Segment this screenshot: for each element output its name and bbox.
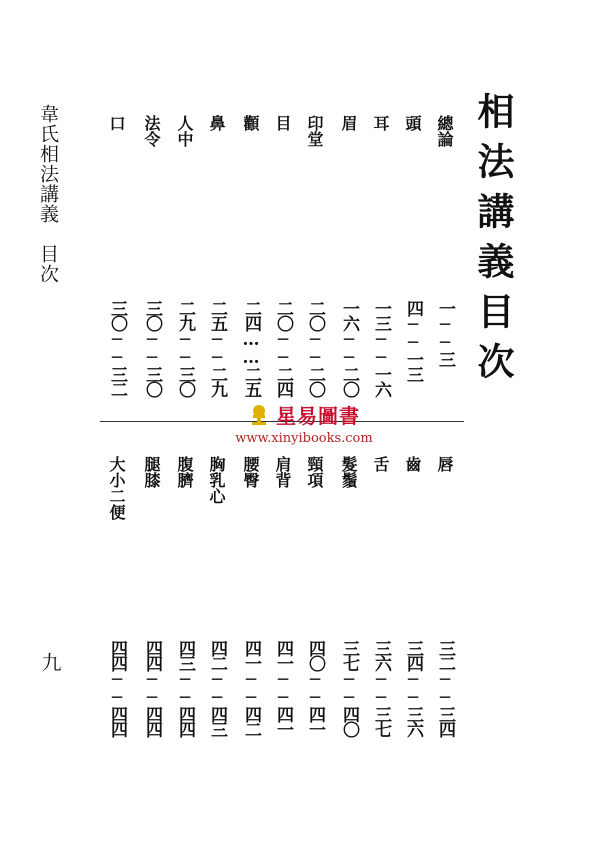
- toc-page-range: 四三──四四: [175, 640, 195, 736]
- toc-page-range: 一三──一六: [371, 300, 391, 396]
- toc-entry: 目: [273, 115, 292, 131]
- running-header: 韋氏相法講義 目次: [37, 104, 59, 284]
- toc-page-range: 二九──三〇: [175, 300, 195, 396]
- toc-entry: 頭: [403, 115, 422, 131]
- toc-page-range: 二五──二九: [207, 300, 227, 396]
- toc-entry: 顴: [241, 115, 260, 131]
- toc-page-range: 四──一三: [403, 300, 423, 381]
- toc-entry: 印堂: [305, 115, 324, 147]
- toc-page-range: 三四──三六: [403, 640, 423, 736]
- toc-entry: 唇: [435, 456, 454, 472]
- toc-entry: 總論: [435, 115, 454, 147]
- toc-page-range: 二〇──二四: [273, 300, 293, 396]
- toc-page-range: 三七──四〇: [339, 640, 359, 736]
- toc-entry: 頸項: [305, 456, 324, 488]
- toc-entry: 腰臀: [241, 456, 260, 488]
- toc-entry: 髮鬚: [339, 456, 358, 488]
- toc-page-range: 一六──二〇: [339, 300, 359, 396]
- toc-entry: 口: [107, 115, 126, 131]
- watermark-logo-icon: [248, 404, 270, 426]
- toc-page-range: 四四──四四: [107, 640, 127, 736]
- toc-page-range: 四一──四一: [273, 640, 293, 736]
- toc-page-range: 三〇──三〇: [142, 300, 162, 396]
- toc-entry: 人中: [175, 115, 194, 147]
- toc-entry: 法令: [142, 115, 161, 147]
- toc-entry: 眉: [339, 115, 358, 131]
- toc-page-range: 四四──四四: [142, 640, 162, 736]
- toc-entry: 胸乳心: [207, 456, 226, 504]
- toc-page-range: 二四……二五: [241, 300, 261, 396]
- toc-entry: 齒: [403, 456, 422, 472]
- toc-page-range: 二〇──二〇: [305, 300, 325, 396]
- toc-page-range: 一──三: [435, 300, 455, 366]
- watermark: [224, 400, 384, 446]
- toc-page-range: 四一──四二: [241, 640, 261, 736]
- toc-entry: 鼻: [207, 115, 226, 131]
- page-number: 九: [38, 652, 62, 672]
- toc-entry: 腹臍: [175, 456, 194, 488]
- toc-page-range: 三二──三四: [435, 640, 455, 736]
- watermark-name: 星易圖書: [276, 404, 360, 428]
- toc-entry: 肩背: [273, 456, 292, 488]
- toc-page-range: 四二──四三: [207, 640, 227, 736]
- toc-page-range: 四〇──四一: [305, 640, 325, 736]
- toc-entry: 耳: [371, 115, 390, 131]
- toc-entry: 腿膝: [142, 456, 161, 488]
- toc-entry: 大小二便: [107, 456, 126, 520]
- toc-page-range: 三〇──三二: [107, 300, 127, 396]
- watermark-url: www.xinyibooks.com: [235, 431, 373, 446]
- page-title: 相法講義目次: [471, 92, 515, 392]
- toc-entry: 舌: [371, 456, 390, 472]
- toc-page-range: 三六──三七: [371, 640, 391, 736]
